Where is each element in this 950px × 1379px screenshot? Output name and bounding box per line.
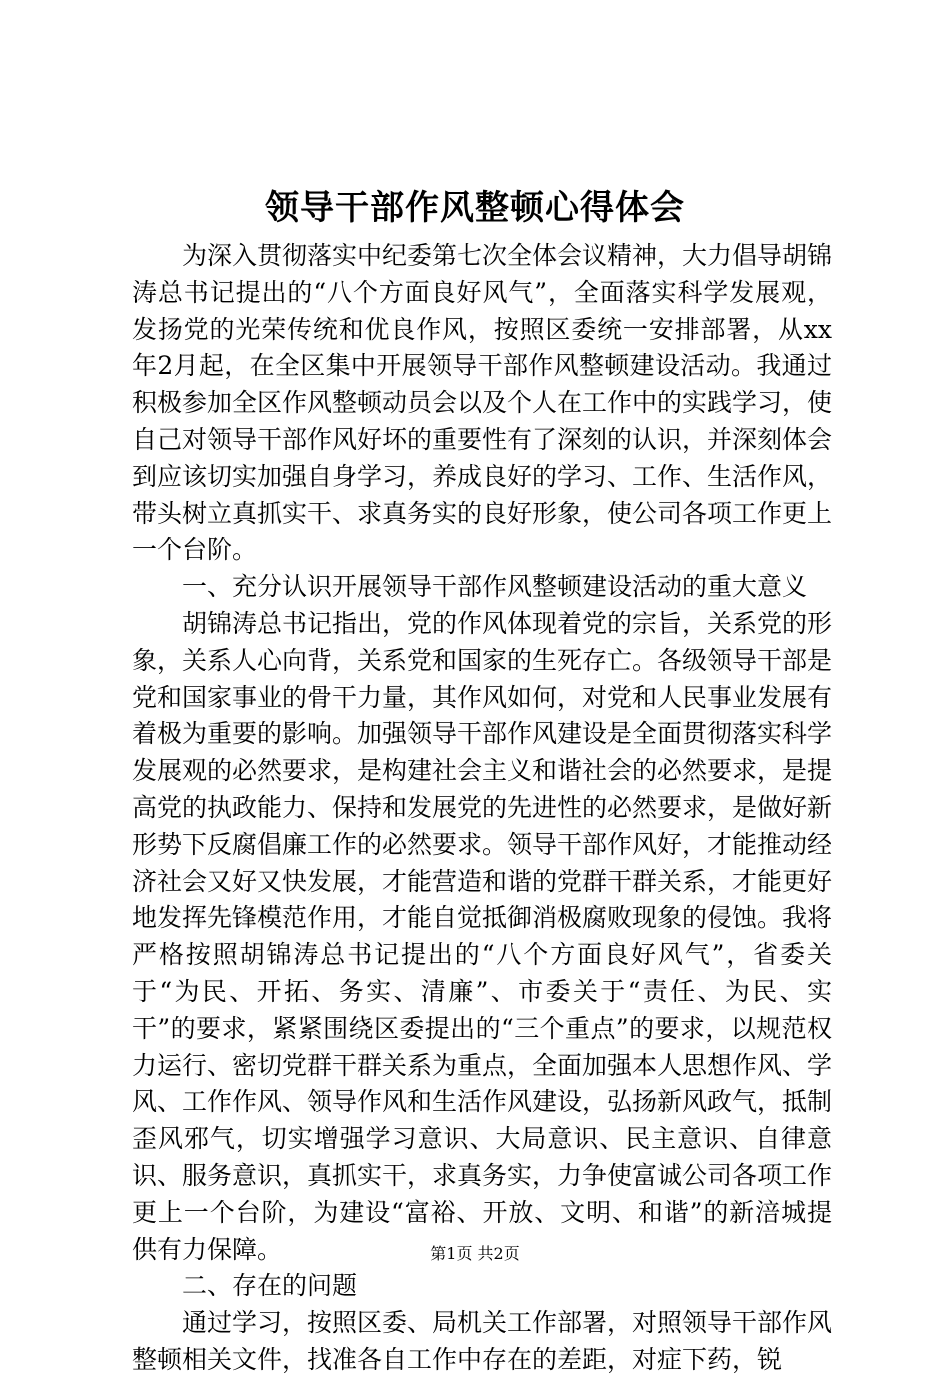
document-body	[132, 238, 832, 1379]
section-heading-1: 一、充分认识开展领导干部作风整顿建设活动的重大意义	[182, 572, 808, 602]
page-number-footer: 第1页 共2页	[430, 1244, 520, 1263]
section-heading-2: 二、存在的问题	[182, 1271, 358, 1301]
paragraph-significance: 胡锦涛总书记指出，党的作风体现着党的宗旨，关系党的形象，关系人心向背，关系党和国家的生死存亡。各级领导干部是党和国家事业的骨干力量，其作风如何，对党和人民事业发展有着极为重要的影响。加强领导干部作风建设是全面贯彻落实科学发展观的必然要求，是构建社会主义和谐社会的必然要求，是提高党的执政能力、保持和发展党的先进性的必然要求，是做好新形势下反腐倡廉工作的必然要求。领导干部作风好，才能推动经济社会又好又快发展，才能营造和谐的党群干群关系，才能更好地发挥先锋模范作用，才能自觉抵御消极腐败现象的侵蚀。我将严格按照胡锦涛总书记提出的“八个方面良好风气”，省委关于“为民、开拓、务实、清廉”、市委关于“责任、为民、实干”的要求，紧紧围绕区委提出的“三个重点”的要求，以规范权力运行、密切党群干群关系为重点，全面加强本人思想作风、学风、工作作风、领导作风和生活作风建设，弘扬新风政气，抵制歪风邪气，切实增强学习意识、大局意识、民主意识、自律意识、服务意识，真抓实干，求真务实，力争使富诚公司各项工作更上一个台阶，为建设“富裕、开放、文明、和谐”的新涪城提供有力保障。	[132, 608, 833, 1264]
paragraph-problems: 通过学习，按照区委、局机关工作部署，对照领导干部作风整顿相关文件，找准各自工作中存在的差距，对症下药，锐	[132, 1308, 833, 1374]
paragraph-intro: 为深入贯彻落实中纪委第七次全体会议精神，大力倡导胡锦涛总书记提出的“八个方面良好风气”，全面落实科学发展观，发扬党的光荣传统和优良作风，按照区委统一安排部署，从xx年2月起，在全区集中开展领导干部作风整顿建设活动。我通过积极参加全区作风整顿动员会以及个人在工作中的实践学习，使自己对领导干部作风好坏的重要性有了深刻的认识，并深刻体会到应该切实加强自身学习，养成良好的学习、工作、生活作风，带头树立真抓实干、求真务实的良好形象，使公司各项工作更上一个台阶。	[132, 241, 833, 565]
document-title: 领导干部作风整顿心得体会	[265, 188, 685, 228]
